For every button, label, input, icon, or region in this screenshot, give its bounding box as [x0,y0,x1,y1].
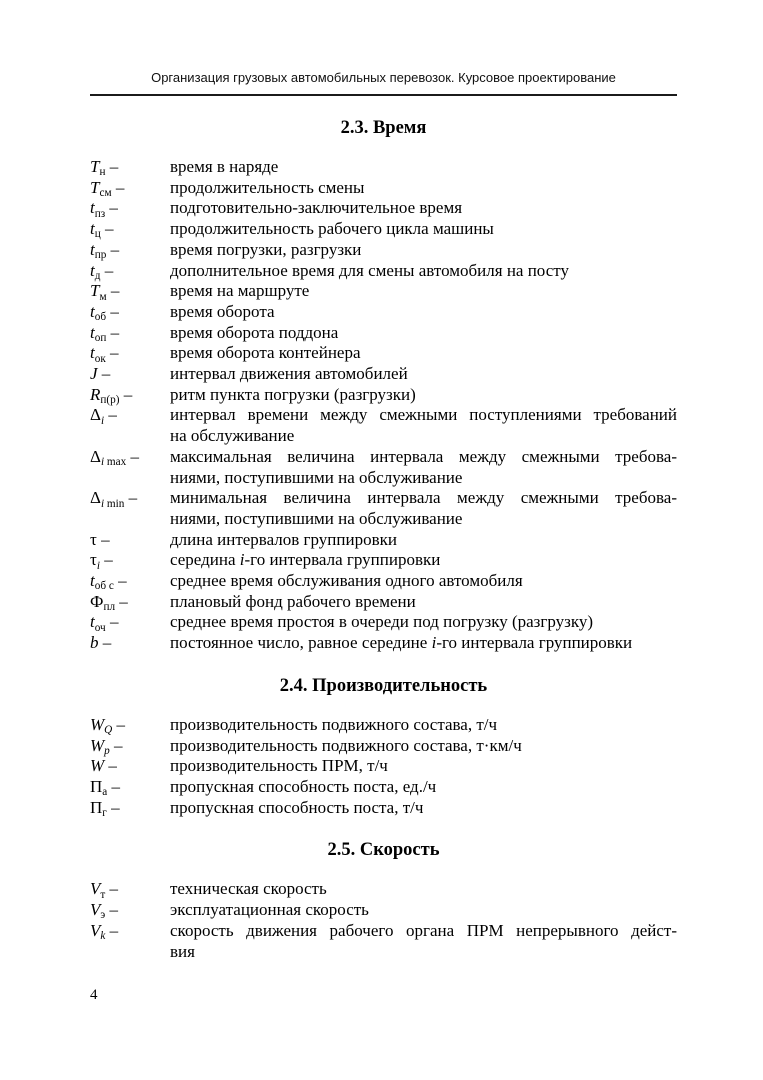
term-symbol: $W_p$ – [90,735,123,757]
section-speed [90,839,677,962]
term-dash: – [104,405,117,425]
term-row [90,198,677,219]
term-symbol: b – [90,633,112,653]
term-definition: дополнительное время для смены автомобиля на посту [170,260,569,280]
term-dash: – [97,364,111,384]
term-definition: длина интервалов группировки [170,529,397,549]
term-dash: – [112,714,126,734]
term-definition: пропускная способность поста, т/ч [170,797,424,817]
page-content [90,117,677,962]
term-symbol: $t_{ок}$ – [90,343,119,365]
term-dash: – [105,879,119,899]
term-row [90,715,677,736]
term-dash: – [104,756,117,776]
running-header-rule [90,70,677,96]
section-time [90,117,677,654]
term-row [90,261,677,282]
term-symbol: $t_{об}$ – [90,301,119,324]
term-dash: – [109,735,123,755]
term-dash: – [119,384,133,404]
term-definition: время оборота [170,301,275,321]
term-dash: – [100,260,114,280]
term-list [90,879,677,962]
section-productivity [90,675,677,819]
term-dash: – [126,446,139,466]
term-row [90,385,677,406]
term-symbol: $\Delta_i$ $_{min}$ – [90,488,138,510]
term-symbol: $П_а$ – [90,776,121,799]
term-dash: – [113,571,127,591]
term-symbol: $W_Q$ – [90,714,126,737]
term-definition: производительность подвижного состава, т·км/ч [170,735,522,755]
term-definition: максимальная величина интервала между смежными требова- ниями, поступившими на обслуживание [170,446,677,487]
term-symbol: $V_k$ – [90,920,119,943]
term-dash: – [106,239,120,259]
term-dash: – [106,322,120,342]
term-row [90,530,677,551]
term-dash: – [105,900,118,920]
term-row [90,323,677,344]
term-dash: – [106,281,120,301]
term-row [90,592,677,613]
term-definition: эксплуатационная скорость [170,900,369,920]
term-symbol: $\Delta_i$ – [90,405,117,427]
term-row [90,488,677,529]
term-dash: – [106,301,119,321]
term-list [90,157,677,654]
term-row [90,405,677,446]
term-definition: интервал движения автомобилей [170,364,408,384]
term-symbol: $t_ц$ – [90,219,114,241]
term-definition: пропускная способность поста, ед./ч [170,776,437,796]
term-row [90,921,677,962]
term-row [90,798,677,819]
term-symbol: $T_{см}$ – [90,177,125,200]
term-definition: скорость движения рабочего органа ПРМ непрерывного дейст- вия [170,920,677,961]
term-dash: – [96,529,110,549]
term-definition: техническая скорость [170,879,327,899]
term-definition: среднее время простоя в очереди под погрузку (разгрузку) [170,612,594,632]
term-row [90,302,677,323]
term-row [90,219,677,240]
term-row [90,550,677,571]
term-definition: подготовительно-заключительное время [170,198,463,218]
section-title: 2.5. Скорость [327,840,440,861]
term-definition: ритм пункта погрузки (разгрузки) [170,384,416,404]
term-definition: среднее время обслуживания одного автомобиля [170,571,523,591]
term-row [90,240,677,261]
term-row [90,447,677,488]
running-header: Организация грузовых автомобильных перевозок. Курсовое проектирование [151,70,616,85]
term-dash: – [124,488,138,508]
term-symbol: $t_{пр}$ – [90,239,120,262]
term-dash: – [105,343,119,363]
term-symbol: $V_э$ – [90,900,118,922]
term-row [90,633,677,654]
term-symbol: $\tau_i$ – [90,550,113,572]
term-definition: продолжительность смены [170,177,365,197]
term-row [90,777,677,798]
term-dash: – [106,797,120,817]
term-symbol: $t_{оп}$ – [90,322,120,344]
term-symbol: $t_д$ – [90,260,114,282]
term-definition: постоянное число, равное середине i-го интервала группировки [170,633,633,653]
term-symbol: $t_{пз}$ – [90,198,118,220]
term-dash: – [105,157,119,176]
term-dash: – [105,612,119,632]
term-definition: время оборота поддона [170,322,339,342]
term-dash: – [99,550,113,570]
term-symbol: $П_г$ – [90,797,120,820]
term-dash: – [115,591,128,611]
term-row [90,756,677,777]
term-definition: минимальная величина интервала между смежными требова- ниями, поступившими на обслуживание [170,488,677,528]
term-definition: время погрузки, разгрузки [170,239,362,259]
term-definition: время в наряде [170,157,279,176]
term-symbol: $\Delta_i$ $_{max}$ – [90,446,139,469]
term-definition: производительность подвижного состава, т/ч [170,714,498,734]
term-row [90,879,677,900]
term-row [90,157,677,178]
term-definition: время на маршруте [170,281,310,301]
term-dash: – [107,776,121,796]
term-symbol: $R_{п(р)}$ – [90,384,133,407]
term-symbol: J – [90,364,111,384]
term-symbol: τ – [90,529,110,549]
term-symbol: W – [90,756,117,776]
term-dash: – [98,633,112,653]
term-definition: время оборота контейнера [170,343,361,363]
term-symbol: $t_{об с}$ – [90,571,127,593]
term-symbol: $t_{оч}$ – [90,612,119,634]
term-definition: середина i-го интервала группировки [170,550,441,570]
term-symbol: $T_н$ – [90,157,119,179]
term-row [90,343,677,364]
term-symbol: $V_т$ – [90,879,119,901]
term-symbol: $T_м$ – [90,281,120,303]
term-row [90,900,677,921]
term-row [90,281,677,302]
term-definition: продолжительность рабочего цикла машины [170,219,494,239]
term-dash: – [100,219,114,239]
term-symbol: $Ф_{пл}$ – [90,591,128,614]
section-title: 2.3. Время [340,118,427,138]
term-row [90,571,677,592]
term-definition: производительность ПРМ, т/ч [170,756,388,776]
term-row [90,612,677,633]
term-definition: интервал времени между смежными поступлениями требований на обслуживание [170,405,677,446]
term-definition: плановый фонд рабочего времени [170,591,416,611]
term-list [90,715,677,819]
term-row [90,364,677,385]
term-row [90,178,677,199]
section-title: 2.4. Производительность [279,675,488,696]
term-dash: – [111,177,125,197]
term-dash: – [105,920,119,940]
term-row [90,736,677,757]
term-dash: – [105,198,118,218]
page-number: 4 [90,987,98,1003]
